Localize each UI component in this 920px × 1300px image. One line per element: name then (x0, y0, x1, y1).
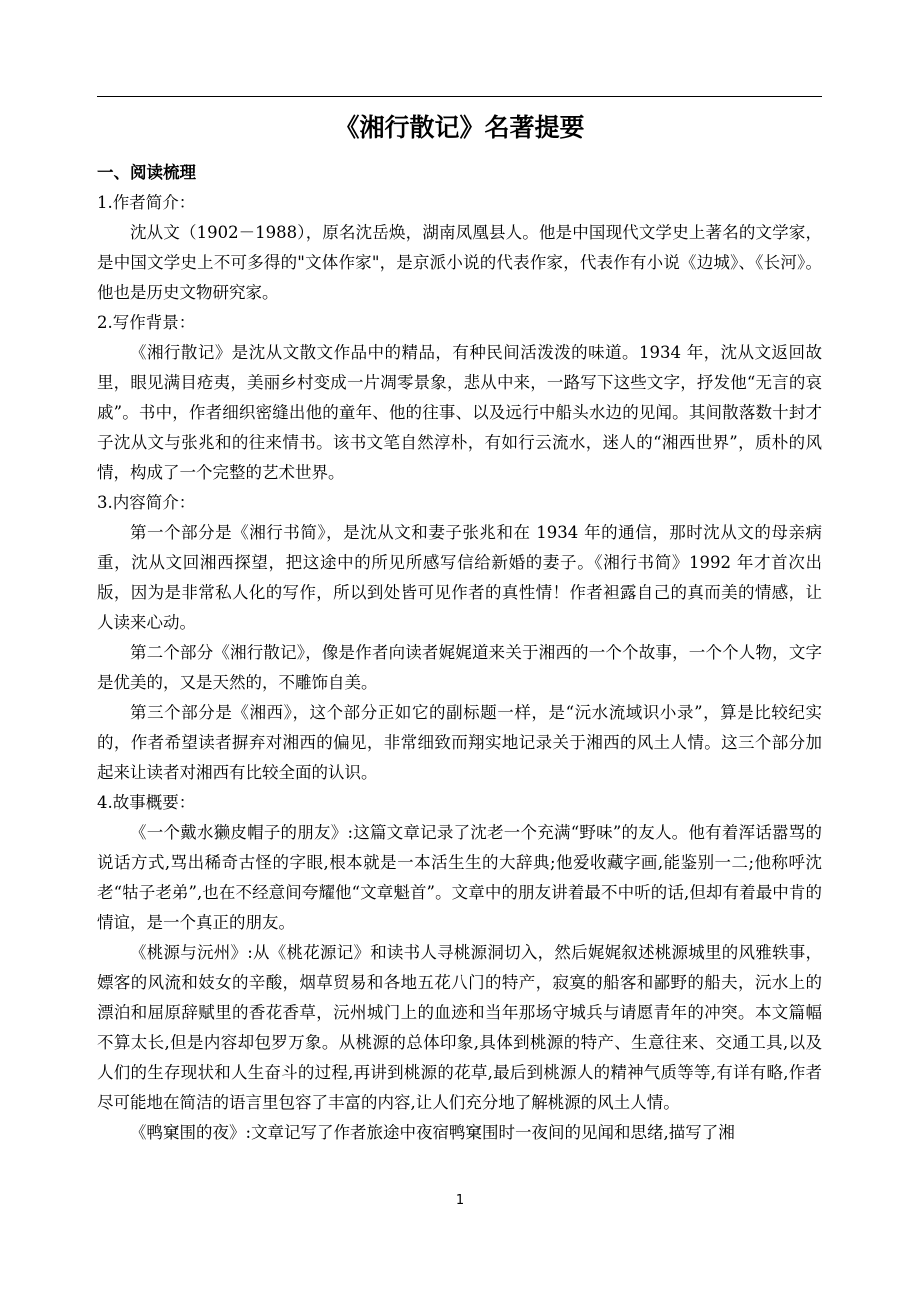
paragraph-content-part2: 第二个部分《湘行散记》，像是作者向读者娓娓道来关于湘西的一个个故事，一个个人物，文字是优美的，又是天然的，不雕饰自美。 (97, 643, 822, 692)
page-title: 《湘行散记》名著提要 (334, 113, 585, 142)
page-number: 1 (455, 1193, 465, 1208)
document-body (97, 158, 822, 1148)
subheading-content: 3.内容简介： (97, 493, 196, 512)
paragraph-story-friend: 《一个戴水獭皮帽子的朋友》:这篇文章记录了沈老一个充满“野味”的友人。他有着浑话嚣骂的说话方式,骂出稀奇古怪的字眼,根本就是一本活生生的大辞典;他爱收藏字画,能鉴别一二;他称呼沈老“牯子老弟”,也在不经意间夸耀他“文章魁首”。文章中的朋友讲着最不中听的话,但却有着最中肯的情谊，是一个真正的朋友。 (97, 823, 822, 932)
paragraph-background: 《湘行散记》是沈从文散文作品中的精品，有种民间活泼泼的味道。1934 年，沈从文返回故里，眼见满目疮夷，美丽乡村变成一片凋零景象，悲从中来，一路写下这些文字，抒发他“无言的哀戚”。书中，作者细织密缝出他的童年、他的往事、以及远行中船头水边的见闻。其间散落数十封才子沈从文与张兆和的往来情书。该书文笔自然淳朴，有如行云流水，迷人的“湘西世界”，质朴的风情，构成了一个完整的艺术世界。 (97, 343, 822, 482)
paragraph-author: 沈从文（1902－1988），原名沈岳焕，湖南凤凰县人。他是中国现代文学史上著名的文学家，是中国文学史上不可多得的"文体作家"，是京派小说的代表作家，代表作有小说《边城》、《长河》。他也是历史文物研究家。 (97, 223, 822, 302)
paragraph-story-taoyuan: 《桃源与沅州》:从《桃花源记》和读书人寻桃源洞切入，然后娓娓叙述桃源城里的风雅轶事，嫖客的风流和妓女的辛酸，烟草贸易和各地五花八门的特产，寂寞的船客和鄙野的船夫，沅水上的漂泊和屈原辞赋里的香花香草，沅州城门上的血迹和当年那场守城兵与请愿青年的冲突。本文篇幅不算太长,但是内容却包罗万象。从桃源的总体印象,具体到桃源的特产、生意往来、交通工具,以及人们的生存现状和人生奋斗的过程,再讲到桃源的花草,最后到桃源人的精神气质等等,有详有略,作者尽可能地在简洁的语言里包容了丰富的内容,让人们充分地了解桃源的风土人情。 (97, 943, 822, 1112)
header-rule (97, 96, 822, 97)
subheading-background: 2.写作背景： (97, 313, 196, 332)
subheading-author: 1.作者简介： (97, 193, 196, 212)
paragraph-story-yakewei: 《鸭窠围的夜》:文章记写了作者旅途中夜宿鸭窠围时一夜间的见闻和思绪,描写了湘 (130, 1123, 735, 1142)
subheading-summary: 4.故事概要： (97, 793, 196, 812)
section-heading: 一、阅读梳理 (97, 163, 196, 182)
paragraph-content-part1: 第一个部分是《湘行书简》，是沈从文和妻子张兆和在 1934 年的通信，那时沈从文的母亲病重，沈从文回湘西探望，把这途中的所见所感写信给新婚的妻子。《湘行书简》1992 年才首次出版，因为是非常私人化的写作，所以到处皆可见作者的真性情！作者袒露自己的真而美的情感，让人读来心动。 (97, 523, 822, 632)
paragraph-content-part3: 第三个部分是《湘西》，这个部分正如它的副标题一样，是“沅水流域识小录”，算是比较纪实的，作者希望读者摒弃对湘西的偏见，非常细致而翔实地记录关于湘西的风土人情。这三个部分加起来让读者对湘西有比较全面的认识。 (97, 703, 822, 782)
